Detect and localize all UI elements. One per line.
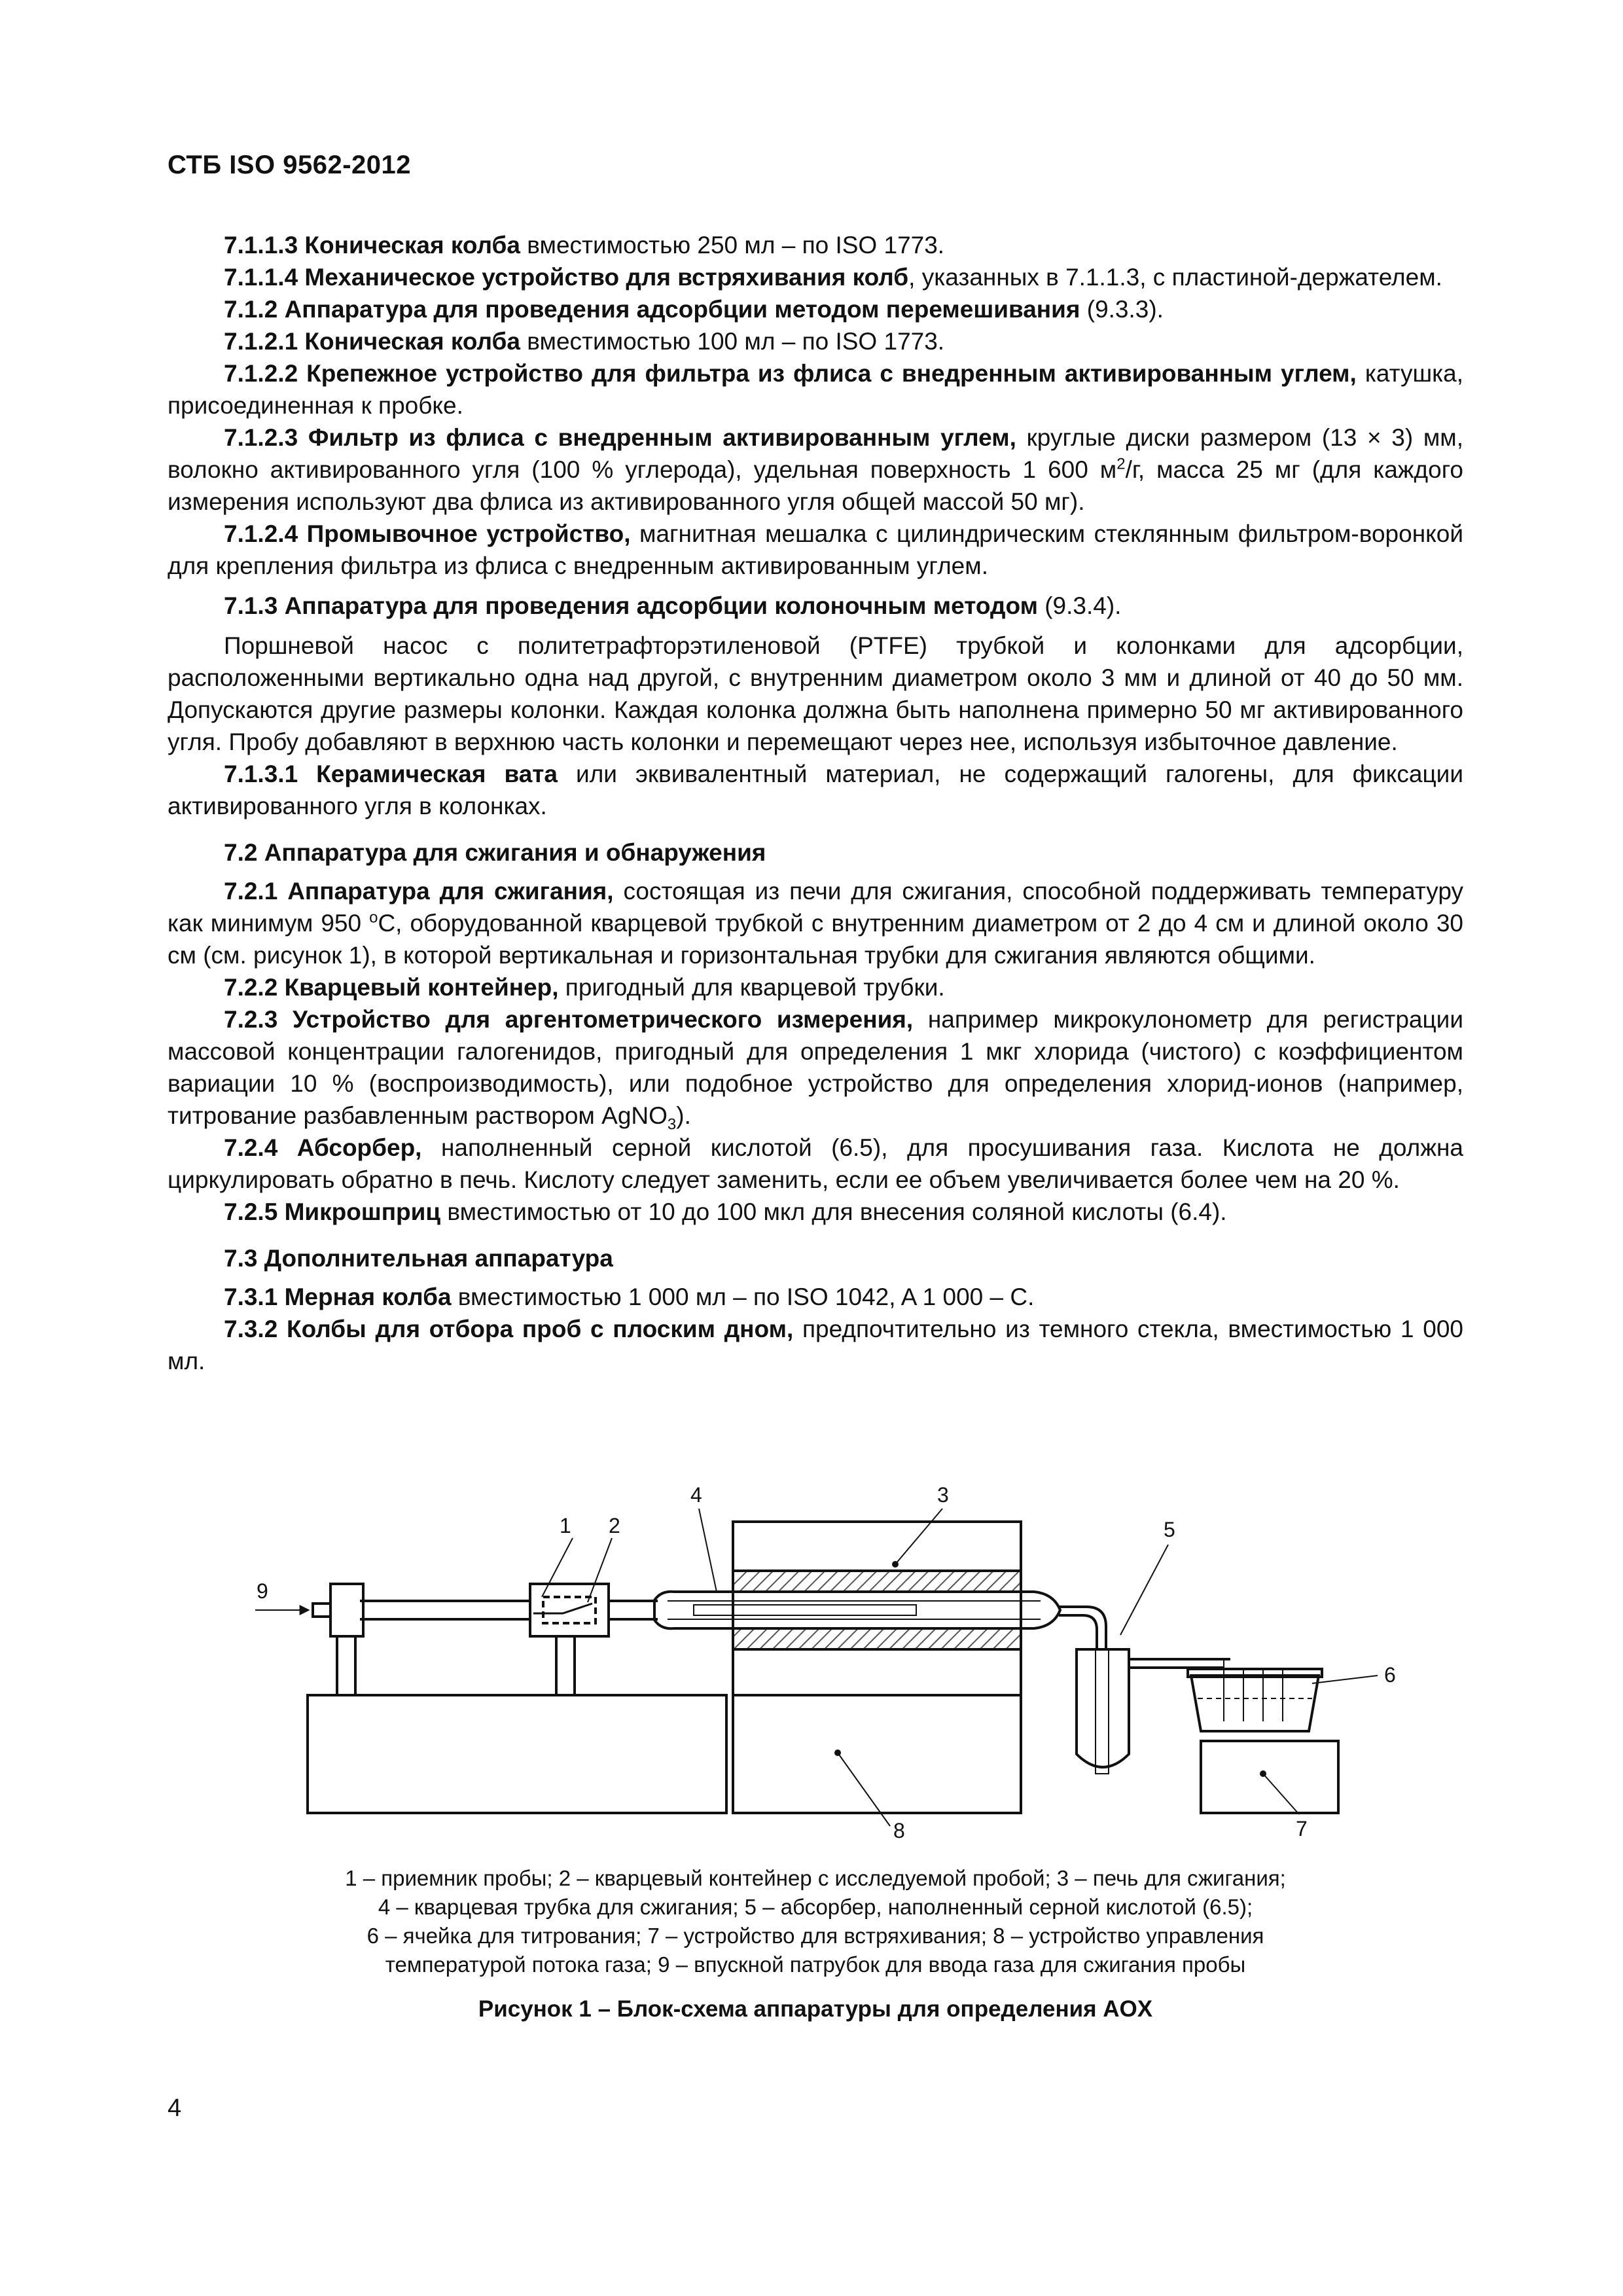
clause-title: 7.1.3.1 Керамическая вата <box>224 761 558 787</box>
leader-dot <box>892 1561 899 1568</box>
leader-dot <box>1260 1770 1266 1777</box>
clause-text: предпочтительно из темного стекла, вместимостью 1 000 мл. <box>168 1316 1463 1374</box>
paragraph-7-2-1 <box>168 875 1463 971</box>
titration-cell-lid <box>1188 1669 1322 1677</box>
paragraph-7-1-2-3 <box>168 422 1463 518</box>
paragraph-7-2-5 <box>168 1196 1463 1228</box>
paragraph-7-1-2-4 <box>168 518 1463 582</box>
clause-title: 7.1.1.3 Коническая колба <box>224 232 520 259</box>
clause-title: 7.2.2 Кварцевый контейнер, <box>224 974 559 1001</box>
shaking-device <box>1201 1741 1338 1813</box>
diagram-label-3: 3 <box>937 1483 949 1507</box>
leader-line <box>838 1753 890 1826</box>
superscript: o <box>369 908 378 927</box>
diagram-label-5: 5 <box>1164 1518 1175 1541</box>
clause-title: 7.1.2.3 Фильтр из флиса с внедренным активированным углем, <box>224 424 1016 451</box>
paragraph-7-1-1-3 <box>168 229 1463 261</box>
paragraph-7-3-2 <box>168 1313 1463 1377</box>
clause-text: наполненный серной кислотой (6.5), для просушивания газа. Кислота не должна циркулировать обратно в печь. Кислоту следует заменить, если ее объем увеличивается более чем на 20 %. <box>168 1134 1464 1193</box>
clause-text: вместимостью 250 мл – по ISO 1773. <box>520 232 945 259</box>
leader-line <box>542 1538 573 1597</box>
clause-text: , указанных в 7.1.1.3, с пластиной-держателем. <box>908 264 1442 291</box>
paragraph-7-1-3-1 <box>168 758 1463 822</box>
legend-line: 4 – кварцевая трубка для сжигания; 5 – абсорбер, наполненный серной кислотой (6.5); <box>378 1895 1253 1919</box>
clause-title: 7.1.2 Аппаратура для проведения адсорбции методом перемешивания <box>224 296 1080 323</box>
support-post <box>337 1636 355 1695</box>
furnace-wall-bottom <box>733 1628 1021 1649</box>
diagram-label-1: 1 <box>560 1514 571 1537</box>
temperature-control-block <box>733 1695 1021 1813</box>
paragraph-7-2-4 <box>168 1132 1463 1196</box>
clause-title: 7.2.5 Микрошприц <box>224 1198 441 1225</box>
clause-text: магнитная мешалка с цилиндрическим стеклянным фильтром-воронкой для крепления фильтра из флиса с внедренным активированным углем. <box>168 520 1463 579</box>
leader-dot <box>834 1749 841 1756</box>
clause-text: С, оборудованной кварцевой трубкой с внутренним диаметром от 2 до 4 см и длиной около 30 см (см. рисунок 1), в которой вертикальная и горизонтальная трубки для сжигания являются общими. <box>168 910 1464 969</box>
furnace-wall-top <box>733 1571 1021 1592</box>
clause-text: например микрокулонометр для регистрации массовой концентрации галогенидов, пригодный для определения 1 мкг хлорида (чистого) с коэффициентом вариации 10 % (воспроизводимость), или подобное устройство для определения хлорид-ионов (например, титрование разбавленным раствором AgNO <box>168 1006 1463 1129</box>
legend-line: 1 – приемник пробы; 2 – кварцевый контейнер с исследуемой пробой; 3 – печь для сжигания; <box>345 1866 1286 1890</box>
clause-title: 7.1.2.1 Коническая колба <box>224 328 520 355</box>
clause-title: 7.1.1.4 Механическое устройство для встряхивания колб <box>224 264 909 291</box>
leader-line <box>1263 1774 1299 1814</box>
inlet-valve <box>330 1584 363 1636</box>
clause-text: ). <box>676 1102 691 1129</box>
clause-text: (9.3.3). <box>1080 296 1164 323</box>
paragraph-7-1-3-body: Поршневой насос с политетрафторэтиленовой (PTFE) трубкой и колонками для адсорбции, расположенными вертикально одна над другой, с внутренним диаметром около 3 мм и длиной от 40 до 50 мм. Допускаются другие размеры колонки. Каждая колонка должна быть наполнена примерно 50 мг активированного угля. Пробу добавляют в верхнюю часть колонки и перемещают через нее, используя избыточное давление. <box>168 632 1463 755</box>
diagram-label-7: 7 <box>1296 1817 1308 1839</box>
paragraph-7-1-2 <box>168 293 1463 325</box>
absorber-inner-tube <box>1096 1649 1109 1774</box>
clause-title: 7.1.2.2 Крепежное устройство для фильтра из флиса с внедренным активированным углем, <box>224 360 1357 387</box>
clause-text: катушка, присоединенная к пробке. <box>168 360 1463 419</box>
titration-cell <box>1191 1676 1319 1731</box>
quartz-insert <box>694 1605 916 1615</box>
clause-title: 7.3.1 Мерная колба <box>224 1283 452 1310</box>
section-heading-7-2: 7.2 Аппаратура для сжигания и обнаружения <box>224 839 766 866</box>
clause-text: вместимостью от 10 до 100 мкл для внесения соляной кислоты (6.4). <box>440 1198 1227 1225</box>
outlet-pipe <box>1059 1615 1097 1649</box>
clause-title: 7.1.3 Аппаратура для проведения адсорбции колоночным методом <box>224 592 1038 619</box>
furnace <box>733 1522 1021 1695</box>
clause-text: /г, масса 25 мг (для каждого измерения используют два флиса из активированного угля общей массой 50 мг). <box>168 456 1463 515</box>
apparatus-diagram-svg <box>236 1473 1440 1839</box>
clause-text: пригодный для кварцевой трубки. <box>558 974 945 1001</box>
document-body <box>168 229 1463 1377</box>
leader-line <box>895 1509 942 1564</box>
diagram-label-8: 8 <box>893 1819 905 1839</box>
absorber <box>1077 1649 1129 1767</box>
paragraph-7-2-3 <box>168 1003 1463 1132</box>
paragraph-7-3-1 <box>168 1281 1463 1313</box>
figure-caption: Рисунок 1 – Блок-схема аппаратуры для определения AOX <box>478 1996 1153 2022</box>
figure-legend <box>168 1864 1463 1979</box>
diagram-label-9: 9 <box>257 1579 268 1603</box>
paragraph-7-1-3 <box>168 590 1463 622</box>
clause-text: состоящая из печи для сжигания, способной поддерживать температуру как минимум 950 <box>168 878 1463 937</box>
clause-title: 7.2.1 Аппаратура для сжигания, <box>224 878 614 905</box>
diagram-label-4: 4 <box>690 1483 702 1507</box>
legend-line: 6 – ячейка для титрования; 7 – устройство для встряхивания; 8 – устройство управления <box>366 1924 1264 1948</box>
quartz-tube <box>654 1592 1060 1628</box>
paragraph-7-1-2-1 <box>168 325 1463 357</box>
support-post <box>556 1636 575 1695</box>
legend-line: температурой потока газа; 9 – впускной патрубок для ввода газа для сжигания пробы <box>385 1952 1246 1977</box>
clause-text: круглые диски размером (13 × 3) мм, волокно активированного угля (100 % углерода), удельная поверхность 1 600 м <box>168 424 1463 483</box>
clause-text: вместимостью 1 000 мл – по ISO 1042, A 1 000 – C. <box>451 1283 1035 1310</box>
paragraph-7-2-2 <box>168 971 1463 1003</box>
clause-title: 7.3.2 Колбы для отбора проб с плоским дном, <box>224 1316 794 1342</box>
outlet-pipe <box>1059 1607 1106 1649</box>
base-block <box>308 1695 726 1813</box>
clause-text: вместимостью 100 мл – по ISO 1773. <box>520 328 945 355</box>
clause-text: (9.3.4). <box>1037 592 1122 619</box>
apparatus-diagram <box>236 1473 1440 1839</box>
paragraph-7-1-2-2 <box>168 357 1463 422</box>
paragraph-7-1-1-4 <box>168 261 1463 293</box>
document-header: СТБ ISO 9562-2012 <box>168 151 411 179</box>
page-number: 4 <box>168 2094 182 2122</box>
superscript: 2 <box>1116 455 1126 473</box>
section-heading-7-3: 7.3 Дополнительная аппаратура <box>224 1245 613 1272</box>
diagram-label-2: 2 <box>609 1514 620 1537</box>
diagram-label-6: 6 <box>1384 1663 1396 1687</box>
clause-text: или эквивалентный материал, не содержащий галогены, для фиксации активированного угля в колонках. <box>168 761 1463 819</box>
leader-line <box>1120 1545 1168 1635</box>
clause-title: 7.2.3 Устройство для аргентометрического измерения, <box>224 1006 914 1033</box>
clause-title: 7.2.4 Абсорбер, <box>224 1134 422 1161</box>
clause-title: 7.1.2.4 Промывочное устройство, <box>224 520 631 547</box>
inlet-nozzle <box>313 1604 330 1617</box>
leader-line <box>699 1509 717 1592</box>
subscript: 3 <box>667 1115 677 1134</box>
